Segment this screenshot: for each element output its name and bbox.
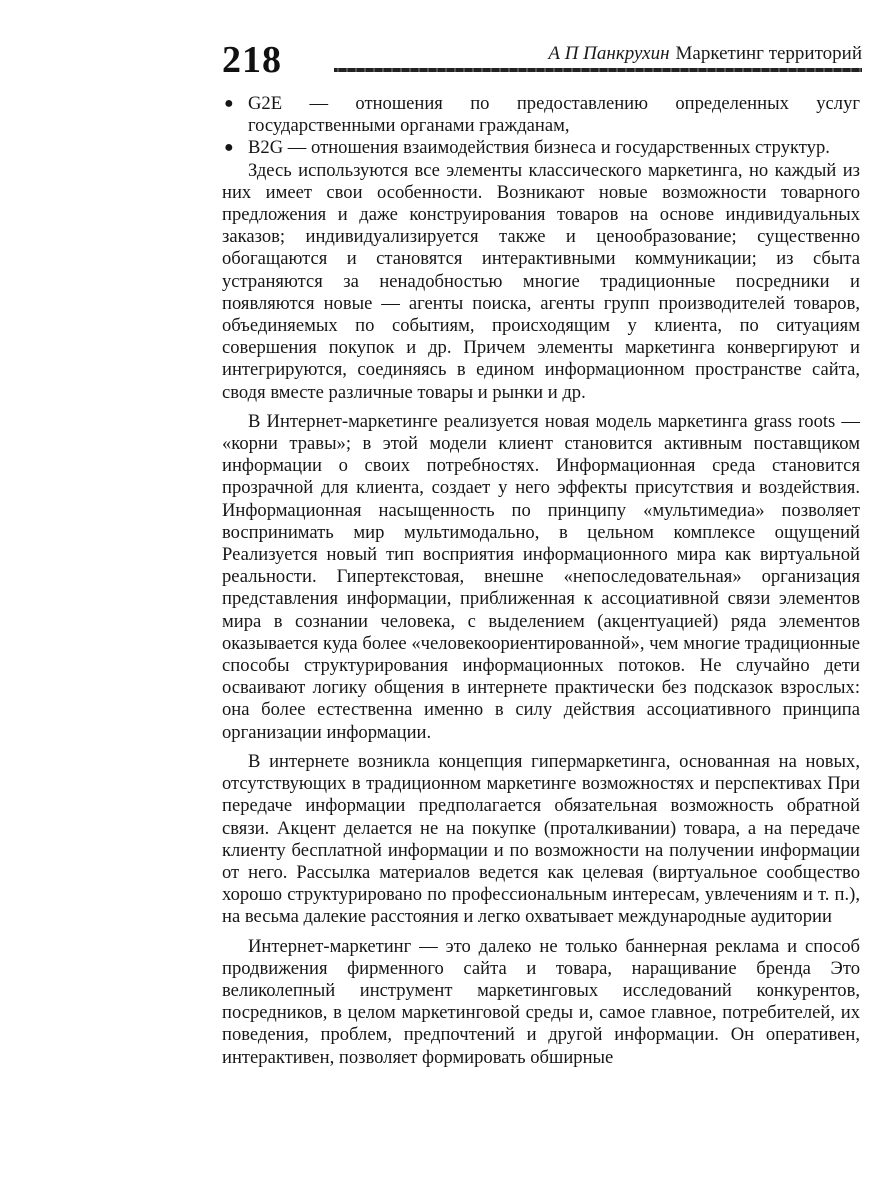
bullet-text: G2E — отношения по предоставлению определенных услуг государственными органами гражданам, — [248, 93, 860, 137]
bullet-icon: ● — [224, 95, 234, 112]
running-head — [548, 42, 862, 66]
page-header — [222, 36, 862, 86]
bullet-list — [222, 93, 860, 160]
page-number: 218 — [222, 39, 282, 81]
paragraph-grass-roots: В Интернет-маркетинге реализуется новая модель маркетинга grass roots — «корни травы»; в этой модели клиент становится активным поставщиком информации о своих потребностях. Информационная среда становится прозрачной для клиента, создает у него эффекты присутствия и воздействия. Информационная насыщенность по принципу «мультимедиа» позволяет воспринимать мир мультимодально, в цельном комплексе ощущений Реализуется новый тип восприятия информационного мира как виртуальной реальности. Гипертекстовая, внешне «непоследовательная» организация представления информации, приближенная к ассоциативной связи элементов мира в сознании человека, с выделением (акцентуацией) ряда элементов оказывается куда более «человекоориентированной», чем многие традиционные способы структурирования информационных потоков. Не случайно дети осваивают логику общения в интернете практически без подсказок взрослых: она более естественна именно в силу действия ассоциативного принципа организации информации. — [222, 410, 860, 743]
header-rule — [334, 68, 862, 72]
running-head-author: А П Панкрухин — [548, 43, 670, 64]
body-text — [222, 93, 860, 1069]
bullet-text: B2G — отношения взаимодействия бизнеса и государственных структур. — [248, 137, 830, 159]
bullet-item-b2g — [222, 137, 860, 159]
paragraph-classic-marketing: Здесь используются все элементы классического маркетинга, но каждый из них имеет свои особенности. Возникают новые возможности товарного предложения и даже конструирования товаров на основе индивидуальных заказов; индивидуализируется также и ценообразование; существенно обогащаются и становятся интерактивными коммуникации; из сбыта устраняются за ненадобностью многие традиционные посредники и появляются новые — агенты поиска, агенты групп производителей товаров, объединяемых по событиям, происходящим у клиента, по ситуациям совершения покупок и др. Причем элементы маркетинга конвергируют и интегрируются, соединяясь в едином информационном пространстве сайта, сводя вместе различные товары и рынки и др. — [222, 159, 860, 403]
running-head-title: Маркетинг территорий — [675, 43, 862, 64]
paragraph-hypermarketing: В интернете возникла концепция гипермаркетинга, основанная на новых, отсутствующих в традиционном маркетинге возможностях и перспективах При передаче информации предполагается обязательная возможность обратной связи. Акцент делается не на покупке (проталкивании) товара, а на передаче клиенту бесплатной информации и по возможности на получении информации от него. Рассылка материалов ведется как целевая (виртуальное сообщество хорошо структурировано по профессиональным интересам, увлечениям и т. п.), на весьма далекие расстояния и легко охватывает международные аудитории — [222, 750, 860, 928]
paragraph-internet-marketing: Интернет-маркетинг — это далеко не только баннерная реклама и способ продвижения фирменного сайта и товара, наращивание бренда Это великолепный инструмент маркетинговых исследований конкурентов, посредников, в целом маркетинговой среды и, самое главное, потребителей, их поведения, проблем, предпочтений и другой информации. Он оперативен, интерактивен, позволяет формировать обширные — [222, 935, 860, 1068]
bullet-icon: ● — [224, 139, 234, 157]
bullet-item-g2e — [222, 93, 860, 137]
